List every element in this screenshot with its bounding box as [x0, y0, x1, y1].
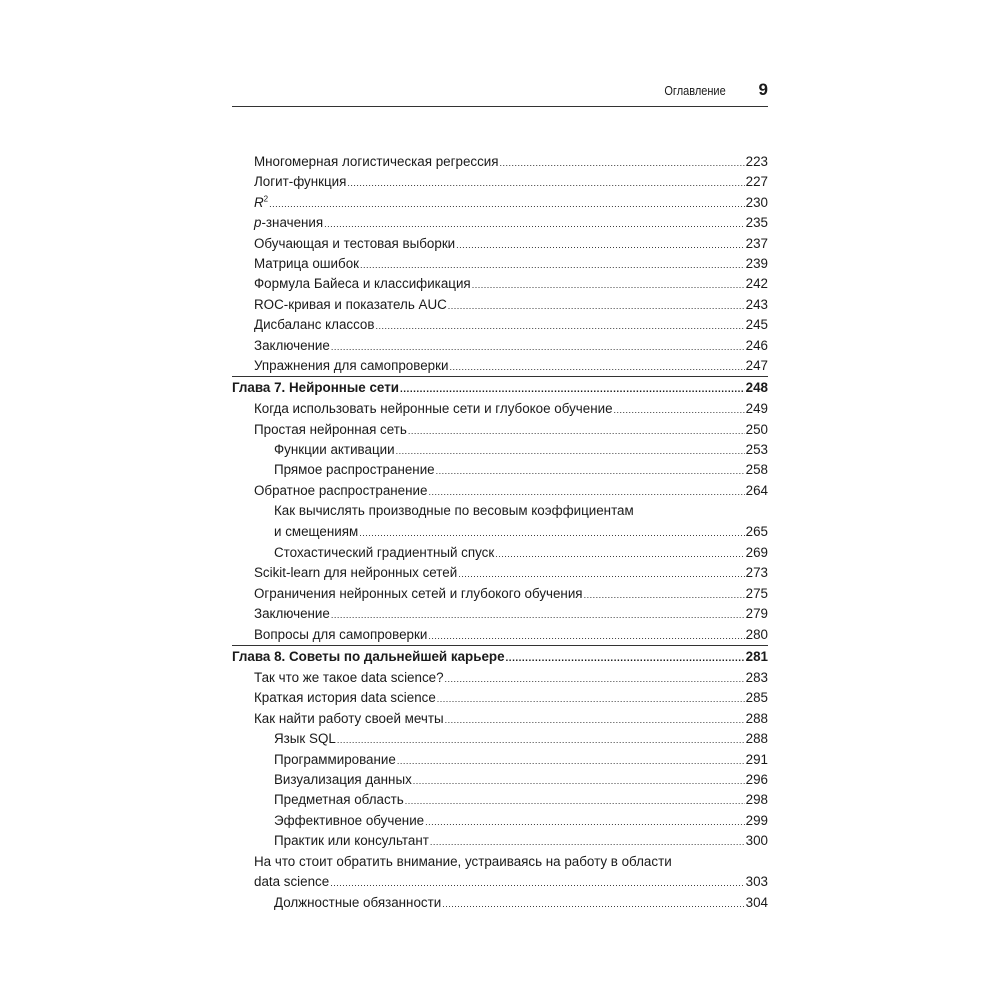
dot-leader: [448, 296, 745, 316]
chapter-page: 248: [745, 380, 768, 396]
toc-entry[interactable]: [232, 336, 768, 356]
toc-entry-title: Когда использовать нейронные сети и глубокое обучение: [254, 401, 613, 417]
toc-entry-title: Ограничения нейронных сетей и глубокого обучения: [254, 585, 583, 601]
toc-entry-page: 300: [745, 833, 768, 849]
toc-entry[interactable]: [232, 399, 768, 419]
page-number: 9: [758, 80, 768, 99]
running-title: Оглавление: [664, 84, 726, 98]
toc-entry-title: Заключение: [254, 606, 330, 622]
dot-leader: [413, 771, 745, 791]
dot-leader: [428, 626, 744, 646]
toc-entry-page: 246: [745, 337, 768, 353]
toc-subentry[interactable]: [232, 831, 768, 851]
chapter-title: Глава 7. Нейронные сети: [232, 380, 399, 396]
toc-entry-page: 298: [745, 792, 768, 808]
superscript-two: 2: [263, 194, 269, 204]
dot-leader: [376, 316, 745, 336]
dot-leader: [437, 689, 745, 709]
dot-leader: [324, 214, 745, 234]
toc-entry-page: 264: [745, 482, 768, 498]
dot-leader: [445, 710, 745, 730]
toc-entry-page: 235: [745, 215, 768, 231]
toc-entry[interactable]: [232, 709, 768, 729]
toc-entry-title: Матрица ошибок: [254, 255, 359, 271]
toc-subentry[interactable]: [232, 811, 768, 831]
toc-subentry[interactable]: [232, 790, 768, 810]
toc-entry-title: Эффективное обучение: [274, 812, 425, 828]
toc-entry-title: [254, 193, 268, 213]
toc-entry-page: 223: [745, 154, 768, 169]
running-header: [232, 80, 768, 107]
toc-entry-title: Визуализация данных: [274, 771, 412, 787]
toc-entry-page: 275: [745, 585, 768, 601]
toc-subentry[interactable]: [232, 543, 768, 563]
toc-entry-page: 237: [745, 235, 768, 251]
toc-entry-title: Предметная область: [274, 792, 404, 808]
toc-entry[interactable]: [232, 563, 768, 583]
toc-entry[interactable]: [232, 584, 768, 604]
toc-entry-title: Scikit-learn для нейронных сетей: [254, 565, 458, 581]
dot-leader: [449, 357, 744, 377]
toc-entry[interactable]: [232, 481, 768, 501]
toc-entry[interactable]: [232, 152, 768, 172]
dot-leader: [428, 482, 744, 502]
r-squared-symbol: R: [254, 194, 264, 210]
toc-entry-title: Прямое распространение: [274, 462, 435, 478]
dot-leader: [456, 235, 744, 255]
toc-entry-page: 230: [745, 194, 768, 210]
toc-entry-title: Язык SQL: [274, 731, 336, 747]
toc-entry-title: Обратное распространение: [254, 482, 428, 498]
toc-entry[interactable]: [232, 274, 768, 294]
toc-entry[interactable]: [232, 852, 768, 894]
toc-entry-page: 258: [745, 462, 768, 478]
toc-entry-title: ROC-кривая и показатель AUC: [254, 296, 447, 312]
toc-entry-page: 253: [745, 442, 768, 458]
toc-entry-page: 239: [745, 255, 768, 271]
table-of-contents: [232, 152, 768, 914]
toc-entry-title: Формула Байеса и классификация: [254, 276, 471, 292]
toc-subentry[interactable]: [232, 770, 768, 790]
toc-entry-title: Упражнения для самопроверки: [254, 357, 449, 373]
toc-subentry[interactable]: [232, 460, 768, 480]
toc-chapter-7[interactable]: [232, 376, 768, 399]
toc-subentry[interactable]: [232, 750, 768, 770]
toc-entry-page: 296: [745, 771, 768, 787]
toc-entry-title: Логит-функция: [254, 174, 347, 190]
toc-entry-title-line1: Как вычислять производные по весовым коэффициентам: [274, 503, 634, 519]
toc-entry-page: 243: [745, 296, 768, 312]
toc-entry-title-line2: и смещениям: [274, 523, 359, 539]
toc-entry[interactable]: [232, 420, 768, 440]
toc-entry[interactable]: [232, 295, 768, 315]
toc-chapter-8[interactable]: [232, 645, 768, 668]
dot-leader: [269, 194, 745, 214]
toc-entry-title: Вопросы для самопроверки: [254, 626, 428, 642]
toc-entry-page: 279: [745, 606, 768, 622]
toc-entry-title: Как найти работу своей мечты: [254, 710, 444, 726]
dot-leader: [400, 379, 745, 401]
toc-entry-title-line1: На что стоит обратить внимание, устраиваясь на работу в области: [254, 853, 672, 869]
dot-leader: [405, 791, 745, 811]
dot-leader: [337, 730, 745, 750]
dot-leader: [472, 275, 745, 295]
toc-entry[interactable]: [232, 315, 768, 335]
dot-leader: [331, 337, 745, 357]
dot-leader: [614, 400, 745, 420]
toc-entry-page: 242: [745, 276, 768, 292]
toc-entry-page: 288: [745, 710, 768, 726]
toc-entry-title: Простая нейронная сеть: [254, 421, 407, 437]
toc-entry-page: 285: [745, 690, 768, 706]
toc-entry-page: 283: [745, 670, 768, 686]
chapter-title: Глава 8. Советы по дальнейшей карьере: [232, 649, 505, 665]
toc-entry[interactable]: [232, 356, 768, 376]
dot-leader: [584, 585, 745, 605]
toc-entry-page: 247: [745, 357, 768, 373]
dot-leader: [442, 894, 744, 914]
toc-entry-title: Стохастический градиентный спуск: [274, 545, 495, 561]
toc-entry-page: 299: [745, 812, 768, 828]
toc-entry-title: Обучающая и тестовая выборки: [254, 235, 456, 251]
toc-entry-page: 227: [745, 174, 768, 190]
toc-entry-page: 304: [745, 895, 768, 911]
dot-leader: [500, 153, 745, 173]
dot-leader: [506, 648, 745, 670]
toc-entry[interactable]: [232, 625, 768, 645]
dot-leader: [331, 605, 745, 625]
toc-entry-title: Так что же такое data science?: [254, 670, 444, 686]
toc-entry-page: 265: [745, 523, 768, 539]
toc-entry-title: Должностные обязанности: [274, 895, 442, 911]
dot-leader: [396, 441, 745, 461]
toc-entry[interactable]: [232, 172, 768, 192]
toc-entry-title: Практик или консультант: [274, 833, 429, 849]
toc-entry[interactable]: [232, 688, 768, 708]
toc-subentry[interactable]: [232, 440, 768, 460]
toc-entry[interactable]: [232, 213, 768, 233]
toc-entry-title-line2: data science: [254, 873, 330, 889]
dot-leader: [430, 832, 745, 852]
dot-leader: [436, 461, 745, 481]
dot-leader: [359, 523, 744, 543]
toc-entry-title: [254, 213, 323, 233]
toc-entry-page: 291: [745, 751, 768, 767]
toc-entry-page: 288: [745, 731, 768, 747]
toc-entry-title: Краткая история data science: [254, 690, 436, 706]
dot-leader: [495, 544, 744, 564]
toc-entry[interactable]: [232, 604, 768, 624]
p-symbol: p: [254, 215, 262, 231]
toc-entry-title-rest: -значения: [261, 215, 324, 231]
toc-entry-page: 250: [745, 421, 768, 437]
dot-leader: [458, 564, 744, 584]
toc-entry-title: Заключение: [254, 337, 330, 353]
toc-entry-title: Многомерная логистическая регрессия: [254, 154, 499, 169]
toc-entry-page: 245: [745, 317, 768, 333]
dot-leader: [445, 669, 745, 689]
toc-entry-title: Дисбаланс классов: [254, 317, 375, 333]
toc-subentry[interactable]: [232, 729, 768, 749]
toc-entry-page: 303: [745, 873, 768, 889]
dot-leader: [330, 873, 744, 893]
dot-leader: [397, 751, 745, 771]
toc-entry-page: 269: [745, 545, 768, 561]
toc-subentry[interactable]: [232, 501, 768, 543]
dot-leader: [347, 173, 744, 193]
toc-entry[interactable]: [232, 193, 768, 213]
toc-entry-title: Программирование: [274, 751, 396, 767]
toc-entry[interactable]: [232, 234, 768, 254]
toc-entry[interactable]: [232, 254, 768, 274]
toc-entry[interactable]: [232, 668, 768, 688]
chapter-page: 281: [745, 649, 768, 665]
toc-entry-title: Функции активации: [274, 442, 395, 458]
toc-entry-page: 249: [745, 401, 768, 417]
dot-leader: [408, 421, 745, 441]
toc-subentry[interactable]: [232, 893, 768, 913]
toc-entry-page: 280: [745, 626, 768, 642]
dot-leader: [425, 812, 745, 832]
dot-leader: [360, 255, 745, 275]
toc-entry-page: 273: [745, 565, 768, 581]
